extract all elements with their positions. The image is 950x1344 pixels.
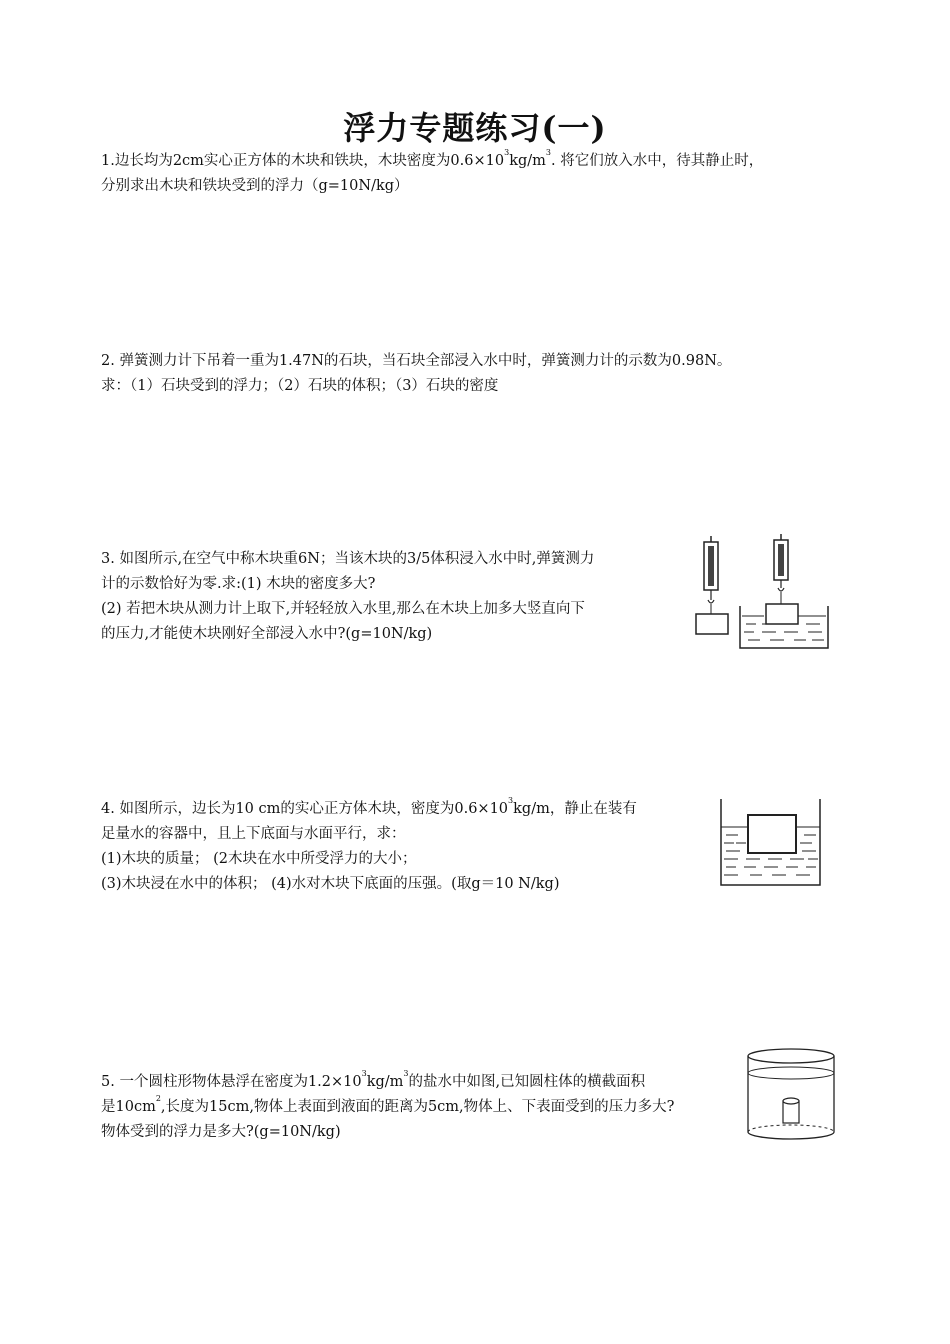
question-5-line-3: 物体受到的浮力是多大?(g=10N/kg) — [101, 1124, 341, 1140]
question-2-line-1: 2. 弹簧测力计下吊着一重为1.47N的石块，当石块全部浸入水中时，弹簧测力计的示数为0.98N。 — [101, 353, 732, 369]
question-4-line-3: (1)木块的质量； (2木块在水中所受浮力的大小； — [101, 851, 417, 867]
question-3-line-4: 的压力,才能使木块刚好全部浸入水中?(g=10N/kg) — [101, 626, 433, 642]
question-4 — [101, 797, 637, 897]
cylinder-beaker-figure — [744, 1046, 838, 1146]
question-3-line-3: (2) 若把木块从测力计上取下,并轻轻放入水里,那么在木块上加多大竖直向下 — [101, 601, 585, 617]
container-figure — [716, 797, 826, 889]
question-5-line-1: 5. 一个圆柱形物体悬浮在密度为$1.2\times 10^3kg/m^3$的盐水中如图,已知圆柱体的横截面积 — [101, 1069, 646, 1090]
liquid-surface — [748, 1067, 834, 1079]
beaker-rim — [748, 1049, 834, 1063]
question-1-line-1: 1.边长均为2cm实心正方体的木块和铁块，木块密度为$0.6\times 10^3kg/m^3$. 将它们放入水中，待其静止时， — [101, 148, 764, 169]
spring-scale-figure — [690, 532, 835, 654]
question-1 — [101, 149, 763, 199]
question-2-line-2: 求：（1）石块受到的浮力；（2）石块的体积；（3）石块的密度 — [101, 378, 499, 394]
page-title: 浮力专题练习(一) — [343, 109, 607, 147]
question-4-line-1: 4. 如图所示，边长为10 cm的实心正方体木块，密度为$0.6\times 10^3kg/m$，静止在装有 — [101, 796, 637, 817]
wood-block-submerged — [766, 604, 798, 624]
question-4-line-4: (3)木块浸在水中的体积； (4)水对木块下底面的压强。(取g＝10 N/kg) — [101, 876, 560, 892]
question-2 — [101, 349, 731, 399]
question-5-line-2: 是$10cm^2$,长度为15cm,物体上表面到液面的距离为5cm,物体上、下表面受到的压力多大? — [101, 1094, 675, 1115]
question-3-line-2: 计的示数恰好为零.求:(1) 木块的密度多大? — [101, 576, 376, 592]
question-4-line-2: 足量水的容器中，且上下底面与水面平行，求： — [101, 826, 406, 842]
question-3-line-1: 3. 如图所示,在空气中称木块重6N；当该木块的3/5体积浸入水中时,弹簧测力 — [101, 551, 595, 567]
question-1-line-2: 分别求出木块和铁块受到的浮力（g=10N/kg） — [101, 178, 409, 194]
wood-block — [696, 614, 728, 634]
question-5 — [101, 1070, 674, 1145]
spring-scale-in-air — [696, 536, 728, 634]
spring-scale-in-water — [740, 534, 828, 648]
wood-cube — [748, 815, 796, 853]
question-3 — [101, 547, 594, 647]
